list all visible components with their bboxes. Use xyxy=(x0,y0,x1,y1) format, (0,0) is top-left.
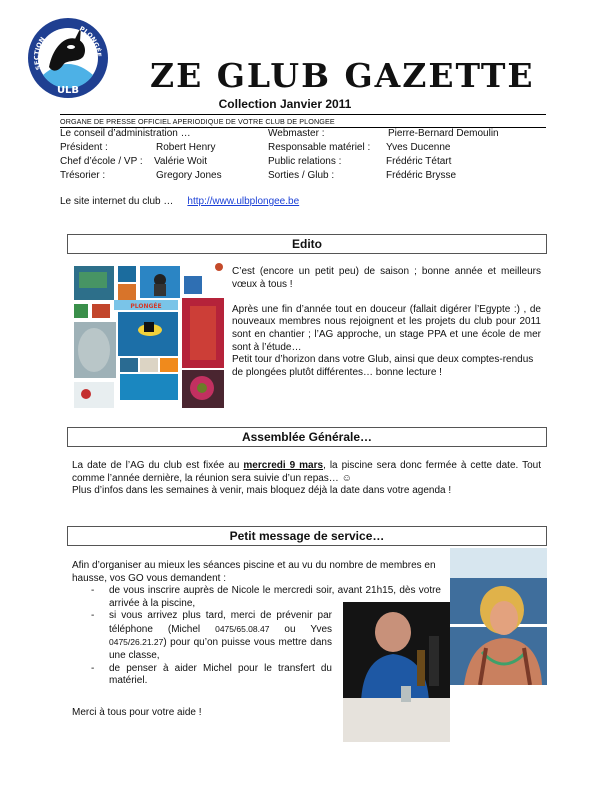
service-closing: Merci à tous pour votre aide ! xyxy=(72,707,202,718)
issue-label xyxy=(0,97,590,111)
phone-number: 0475/26.21.27 xyxy=(109,637,164,648)
edito-paragraph: Après une fin d’année tout en douceur (fallait digérer l’Egypte :) , de nouveaux membres nous rejoignent et les projets du club pour 2011 sont en chantier ; l’AG approche, un stage PPA et une école de mer sont à l’étude… xyxy=(232,303,541,353)
photo-man-at-dinner xyxy=(343,602,450,742)
staff-name: Frédéric Brysse xyxy=(386,170,457,181)
staff-role: Public relations : xyxy=(268,156,342,167)
photo-woman-at-sea xyxy=(450,548,547,685)
newsletter-title: ZE GLUB GAZETTE xyxy=(150,56,535,95)
logo-acronym: ULB xyxy=(56,85,80,96)
staff-right-roles xyxy=(268,127,370,183)
service-text: ou Yves xyxy=(269,623,332,635)
club-logo xyxy=(27,17,109,99)
staff-role: Président : xyxy=(60,142,108,153)
ag-body xyxy=(72,460,541,498)
ag-text: , la piscine sera donc fermée à cette date. Tout comme l’année dernière, la réunion sera suivie d’un repas… ☺ xyxy=(72,460,541,484)
edito-paragraph: Petit tour d’horizon dans votre Glub, ainsi que deux comptes-rendus de plongées plutôt différentes… bonne lecture ! xyxy=(232,354,534,378)
phone-number: 0475/65.08.47 xyxy=(215,623,270,634)
staff-name: Frédéric Tétart xyxy=(386,156,452,167)
staff-role: Sorties / Glub : xyxy=(268,170,335,181)
logo-ring-text-right: PLONGÉE xyxy=(78,24,103,58)
website-line xyxy=(60,196,299,207)
staff-role: Trésorier : xyxy=(60,170,106,181)
logo-ring-text-left: SECTION xyxy=(32,35,47,71)
staff-name: Robert Henry xyxy=(156,142,216,153)
staff-name: Pierre-Bernard Demoulin xyxy=(388,128,499,139)
section-header-service: Petit message de service… xyxy=(67,526,547,546)
edito-paragraph: C’est (encore un petit peu) de saison ; bonne année et meilleurs vœux à tous ! xyxy=(232,266,541,290)
staff-role: Responsable matériel : xyxy=(268,142,371,153)
staff-right-names xyxy=(386,127,499,183)
website-link[interactable]: http://www.ulbplongee.be xyxy=(187,196,300,207)
staff-role: Chef d’école / VP : xyxy=(60,156,143,167)
staff-name: Yves Ducenne xyxy=(386,142,451,153)
edito-body xyxy=(232,266,541,379)
staff-role: Webmaster : xyxy=(268,128,325,139)
staff-role: Le conseil d’administration … xyxy=(60,128,191,139)
ag-date: mercredi 9 mars xyxy=(243,460,324,471)
section-header-ag: Assemblée Générale… xyxy=(67,427,547,447)
ag-text: La date de l’AG du club est fixée au xyxy=(72,460,244,471)
website-label: Le site internet du club … xyxy=(60,196,174,207)
section-header-edito: Edito xyxy=(67,234,547,254)
diving-photo-collage xyxy=(74,262,226,412)
service-intro: Afin d’organiser au mieux les séances piscine et au vu du nombre de membres en hausse, vos GO vous demandent : xyxy=(72,560,436,584)
newsletter-subtitle: ORGANE DE PRESSE OFFICIEL APERIODIQUE DE VOTRE CLUB DE PLONGEE xyxy=(60,114,546,128)
staff-left-names xyxy=(154,141,222,183)
service-text: si vous arrivez plus tard, merci de prévenir par téléphone (Michel xyxy=(109,610,332,635)
staff-name: Valérie Woit xyxy=(154,156,207,167)
service-text: ) pour qu’on puisse vous mettre dans une classe, xyxy=(109,637,332,661)
staff-name: Gregory Jones xyxy=(156,170,222,181)
issue-text: Collection Janvier 2011 xyxy=(218,97,352,111)
service-list-item xyxy=(72,610,332,662)
ag-paragraph xyxy=(72,460,541,485)
collage-caption: PLONGÉE xyxy=(130,303,162,310)
service-list-item: - de vous inscrire auprès de Nicole le mercredi soir, avant 21h15, dès votre arrivée à la piscine, xyxy=(72,585,441,610)
ag-paragraph: Plus d’infos dans les semaines à venir, mais bloquez déjà la date dans votre agenda ! xyxy=(72,485,452,497)
service-list-item: - de penser à aider Michel pour le transfert du matériel. xyxy=(72,663,332,688)
